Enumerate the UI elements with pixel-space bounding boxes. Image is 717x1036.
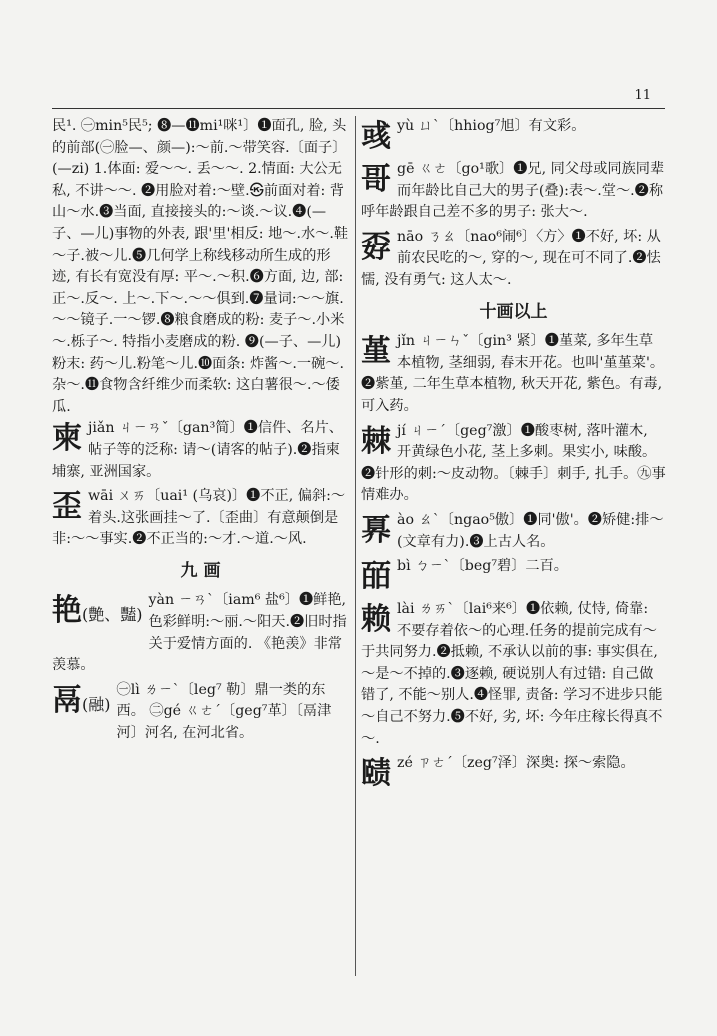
entry-headword: 奡 <box>361 512 391 548</box>
entry-headword: 鬲 <box>52 682 82 718</box>
entry-headword: 孬 <box>361 229 391 265</box>
entry-text: gē ㄍㄜ〔go¹歌〕❶兄, 同父母或同族同辈而年龄比自己大的男子(叠):表～.堂～.❷称呼年龄跟自己差不多的男子: 张大～. <box>361 161 665 221</box>
dictionary-entry <box>52 590 349 676</box>
dictionary-entry <box>361 510 666 553</box>
dictionary-entry <box>361 116 666 156</box>
entry-headword: 棘 <box>361 423 391 459</box>
entry-text: jí ㄐㄧˊ〔geg⁷激〕❶酸枣树, 落叶灌木, 开黄绿色小花, 茎上多刺。果实小, 味酸。❷针形的刺:～皮动物。〔棘手〕刺手, 扎手。㊈事情难办。 <box>361 422 666 504</box>
entry-text: yàn ㄧㄢˋ〔iam⁶ 盐⁶〕❶鲜艳, 色彩鲜明:～丽.～阳天.❷旧时指关于爱情方面的. 《艳羡》非常羡慕。 <box>52 592 347 674</box>
page-number: 11 <box>634 88 651 103</box>
entry-text: yù ㄩˋ〔hhiog⁷旭〕有文彩。 <box>397 118 586 134</box>
entry-text: lài ㄌㄞˋ〔lai⁶来⁶〕❶依赖, 仗恃, 倚靠: 不要存着依～的心理.任务的提前完成有～于共同努力.❷抵赖, 不承认以前的事: 事实俱在, ～是～不掉的.❸逐赖, 硬说别人有过错: 自己做错了, 不能～别人.❹怪罪, 责备: 学习不进步只能～自己不努力.❺不好, 劣, 坏: 今年庄稼长得真不～. <box>361 601 663 747</box>
entry-headword: 哥 <box>361 162 391 197</box>
entry-text: jiǎn ㄐㄧㄢˇ〔gan³简〕❶信件、名片、帖子等的泛称: 请～(请客的帖子).❷指柬埔寨, 亚洲国家。 <box>52 420 343 480</box>
dictionary-entry <box>361 753 666 792</box>
entry-text: jǐn ㄐㄧㄣˇ〔gin³ 紧〕❶堇菜, 多年生草本植物, 茎细弱, 春末开花。也叫'堇堇菜'。❷紫堇, 二年生草本植物, 秋天开花, 紫色。有毒, 可入药。 <box>361 333 665 414</box>
entry-text: bì ㄅㄧˋ〔beg⁷碧〕二百。 <box>397 558 568 575</box>
entry-headword: 堇 <box>361 334 391 370</box>
section-heading: 十画以上 <box>479 301 548 322</box>
entry-text: zé ㄗㄜˊ〔zeg⁷泽〕深奥: 探～索隐。 <box>397 755 635 772</box>
entry-text: wāi ㄨㄞ〔uai¹ (乌哀)〕❶不正, 偏斜:～着头.这张画挂～了.〔歪曲〕有意颠倒是非:～～事实.❷不正当的:～才.～道.～风. <box>52 488 346 548</box>
dictionary-entry <box>52 486 349 551</box>
dictionary-entry <box>52 418 349 483</box>
entry-headword-wrap <box>52 592 143 634</box>
entry-headword: 彧 <box>361 119 391 154</box>
dictionary-entry <box>361 556 666 596</box>
entry-variant: (融) <box>82 694 111 714</box>
entry-text: ㊀lì ㄌㄧˋ〔leg⁷ 勒〕鼎一类的东西。 ㊁gé ㄍㄜˊ〔geg⁷革〕〔鬲津河〕河名, 在河北省。 <box>116 681 332 742</box>
entry-text: ào ㄠˋ〔ngao⁵傲〕❶同'傲'。❷矫健:排～(文章有力).❸上古人名。 <box>397 511 664 550</box>
entry-headword: 赜 <box>361 756 391 792</box>
entry-text: nāo ㄋㄠ〔nao⁶闹⁶〕〈方〉❶不好, 坏: 从前农民吃的～, 穿的～, 现在可不同了.❷怯懦, 没有勇气: 这人太～. <box>361 228 661 288</box>
entry-variant: (艶、豔) <box>82 605 143 625</box>
entry-headword-wrap <box>52 682 111 724</box>
entry-headword: 赖 <box>361 602 391 638</box>
dictionary-entry <box>52 680 349 745</box>
entry-headword: 歪 <box>52 489 82 525</box>
entry-headword: 柬 <box>52 421 82 457</box>
dictionary-entry <box>361 227 666 292</box>
dictionary-entry <box>361 159 666 224</box>
dictionary-entry <box>361 421 666 507</box>
right-column <box>361 116 666 976</box>
dictionary-entry <box>361 331 666 417</box>
entry-headword: 艳 <box>52 593 82 629</box>
dictionary-entry <box>361 599 666 750</box>
entry-headword: 皕 <box>361 559 391 595</box>
column-divider <box>355 116 356 976</box>
left-column <box>52 116 349 976</box>
header-rule <box>52 108 665 109</box>
section-heading: 九 画 <box>180 560 221 581</box>
entry-text: 民¹. ㊀min⁵民⁵; ❽—⓫mi¹咪¹〕❶面孔, 脸, 头的前部(㊀脸—、颜—):～前.～带笑容.〔面子〕(—zi) 1.体面: 爱～～. 丢～～. 2.情面: 大公无私, 不讲～～. ❷用脸对着:～壁.㉿前面对着: 背山～水.❸当面, 直接接头的:～谈.～议.❹(—子、—儿)事物的外表, 跟'里'相反: 地～.水～.鞋～子.被～儿.❺几何学上称线移动所生成的形迹, 有长有宽没有厚: 平～.～积.❻方面, 边, 部: 正～.反～. 上～.下～.～～俱到.❼量词:～～旗.～～镜子.一～锣.❽粮食磨成的粉: 麦子～.小米～.栎子～. 特指小麦磨成的粉. ❾(—子、—儿)粉末: 药～儿.粉笔～儿.❿面条: 炸酱～.一碗～.杂～.⓫食物含纤维少而柔软: 这白薯很～.～倭瓜. <box>52 118 349 415</box>
